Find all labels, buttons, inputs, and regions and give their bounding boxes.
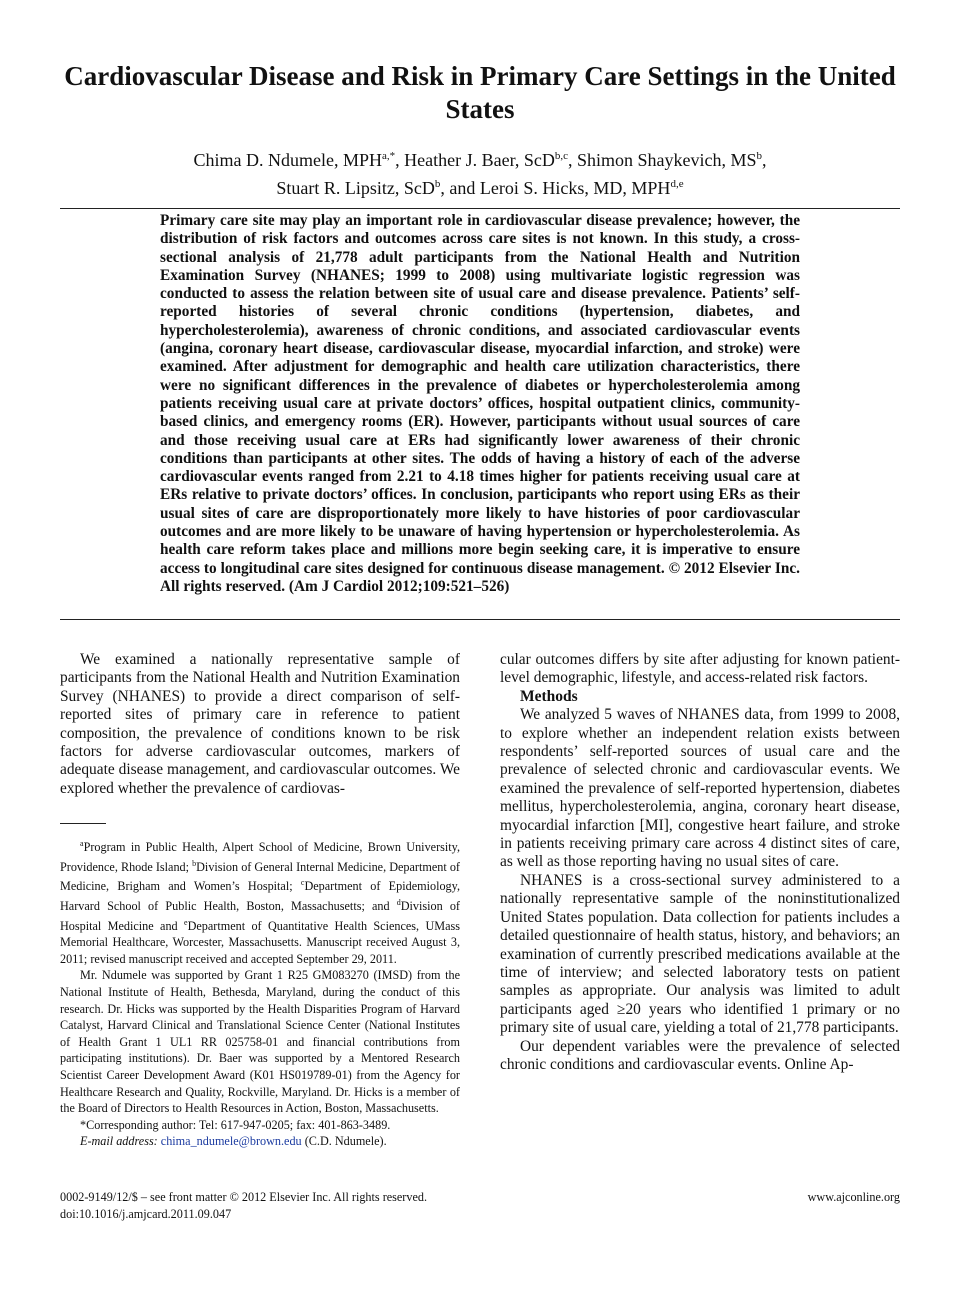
intro-continuation: cular outcomes differs by site after adjusting for known patient-level demographic, lifestyle, and access-related risk factors. [500, 651, 900, 687]
footnotes [60, 836, 460, 1150]
author-affiliation-marker: a,* [381, 150, 396, 162]
author-affiliation-marker: b [756, 150, 763, 162]
email-link[interactable]: chima_ndumele@brown.edu [160, 1134, 302, 1149]
funding-footnote: Mr. Ndumele was supported by Grant 1 R25 GM083270 (IMSD) from the National Institute of Health, Bethesda, Maryland, during the conduct of this research. Dr. Hicks was supported by the Health Disparities Program of Harvard Catalyst, Harvard Clinical and Translational Science Center (National Institutes of Health Grant 1 UL1 RR 025758-01 and financial contributions from participating institutions). Dr. Baer was supported by a Mentored Research Scientist Career Development Award (K01 HS019789-01) from the Agency for Healthcare Research and Quality, Rockville, Maryland. Dr. Hicks is a member of the Board of Directors to Health Resources in Action, Boston, Massachusetts. [60, 968, 460, 1116]
abstract-bottom-rule [60, 619, 900, 620]
methods-paragraph: We analyzed 5 waves of NHANES data, from 1999 to 2008, to explore whether an independent relation exists between respondents’ self-reported sources of usual care and the prevalence of selected chronic and cardiovascular events. We examined the prevalence of self-reported hypertension, diabetes mellitus, hypercholesterolemia, angina, coronary heart disease, myocardial infarction [MI], congestive heart failure, and stroke in patients receiving primary care across 4 distinct sites of care, as well as those reporting having no usual sites of care. [500, 706, 900, 871]
issn-line: 0002-9149/12/$ – see front matter © 2012 Elsevier Inc. All rights reserved. [60, 1190, 428, 1204]
author: Stuart R. Lipsitz, ScD [276, 178, 435, 198]
footer-copyright [60, 1189, 427, 1223]
right-column [500, 651, 900, 1074]
affiliations-footnote: $^a$Program in Public Health, Alpert School of Medicine, Brown University, Providence, Rhode Island; $^b$Division of General Internal Medicine, Department of Medicine, Brigham and Women’s Hospital; $^c$Department of Epidemiology, Harvard School of Public Health, Boston, Massachusetts; and $^d$Division of Hospital Medicine and $^e$Department of Quantitative Health Sciences, UMass Memorial Healthcare, Worcester, Massachusetts. Manuscript received August 3, 2011; revised manuscript received and accepted September 29, 2011. [60, 839, 460, 966]
journal-website[interactable]: www.ajconline.org [807, 1190, 900, 1204]
author: Leroi S. Hicks, MD, MPH [479, 178, 671, 198]
methods-heading: Methods [520, 687, 578, 705]
author: Shimon Shaykevich, MS [577, 150, 757, 170]
author-affiliation-marker: d,e [670, 178, 684, 190]
footnote-rule [60, 823, 106, 824]
left-column [60, 651, 460, 798]
corresponding-author-footnote: *Corresponding author: Tel: 617-947-0205; fax: 401-863-3489. [80, 1117, 391, 1132]
email-footnote: E-mail address: chima_ndumele@brown.edu (C.D. Ndumele). [80, 1134, 387, 1149]
doi[interactable]: doi:10.1016/j.amjcard.2011.09.047 [60, 1207, 232, 1221]
author-list: Chima D. Ndumele, $MPH^{a,*}$, Heather J. Baer, ScD$^{b,c}$, Shimon Shaykevich, $MS^b$, Stuart R. Lipsitz, ScD$^b$, and Leroi S. Hicks, MD, MPH$^{d,e}$ [193, 150, 767, 198]
author-affiliation-marker: b,c [554, 150, 568, 162]
author: Chima D. Ndumele, MPH [193, 150, 382, 170]
intro-paragraph: We examined a nationally representative sample of participants from the National Health and Nutrition Examination Survey (NHANES) to provide a direct comparison of self-reported sites of primary care in reference to patient composition, the prevalence of conditions known to be risk factors for adverse cardiovascular outcomes, markers of adequate disease management, and cardiovascular outcomes. We explored whether the prevalence of cardiovas- [60, 651, 460, 797]
article-title: Cardiovascular Disease and Risk in Primary Care Settings in the United States [64, 61, 896, 124]
methods-paragraph: Our dependent variables were the prevalence of selected chronic conditions and cardiovascular events. Online Ap- [500, 1037, 900, 1073]
abstract: Primary care site may play an important role in cardiovascular disease prevalence; however, the distribution of risk factors and outcomes across care sites is not known. In this study, a cross-sectional analysis of 21,778 adult participants from the National Health and Nutrition Examination Survey (NHANES; 1999 to 2008) using multivariate logistic regression was conducted to assess the relation between site of usual care and disease prevalence. Patients’ self-reported histories of several chronic conditions (hypertension, diabetes, and hypercholesterolemia), awareness of chronic conditions, and associated cardiovascular events (angina, coronary heart disease, cardiovascular disease, myocardial infarction, and stroke) were examined. After adjustment for demographic and health care utilization characteristics, there were no significant differences in the prevalence of diabetes or hypercholesterolemia among patients receiving usual care at private doctors’ offices, hospital outpatient clinics, community-based clinics, and emergency rooms (ER). However, participants without usual sources of care and those receiving usual care at ERs had significantly lower awareness of their chronic conditions than participants at other sites. The odds of having a history of each of the adverse cardiovascular events ranged from 2.21 to 4.18 times higher for patients receiving usual care at ERs relative to private doctors’ offices. In conclusion, participants who report using ERs as their usual sites of care are disproportionately more likely to have histories of poor cardiovascular outcomes and are more likely to be unaware of having hypertension or hypercholesterolemia. As health care reform takes place and millions more begin seeking care, it is imperative to ensure access to longitudinal care sites designed for continuous disease management. © 2012 Elsevier Inc. All rights reserved. (Am J Cardiol 2012;109:521–526) [160, 212, 800, 595]
author-affiliation-marker: b [434, 178, 441, 190]
methods-paragraph: NHANES is a cross-sectional survey administered to a nationally representative sample of the noninstitutionalized United States population. Data collection for patients includes a detailed questionnaire of health status, history, and behaviors; an examination of currently prescribed medications available at the time of interview; and selected laboratory tests on patient samples as appropriate. Our analysis was limited to adult participants aged ≥20 years who identified 1 primary or no primary site of usual care, yielding a total of 21,778 participants. [500, 871, 900, 1037]
abstract-top-rule [60, 208, 900, 209]
author: Heather J. Baer, ScD [404, 150, 555, 170]
